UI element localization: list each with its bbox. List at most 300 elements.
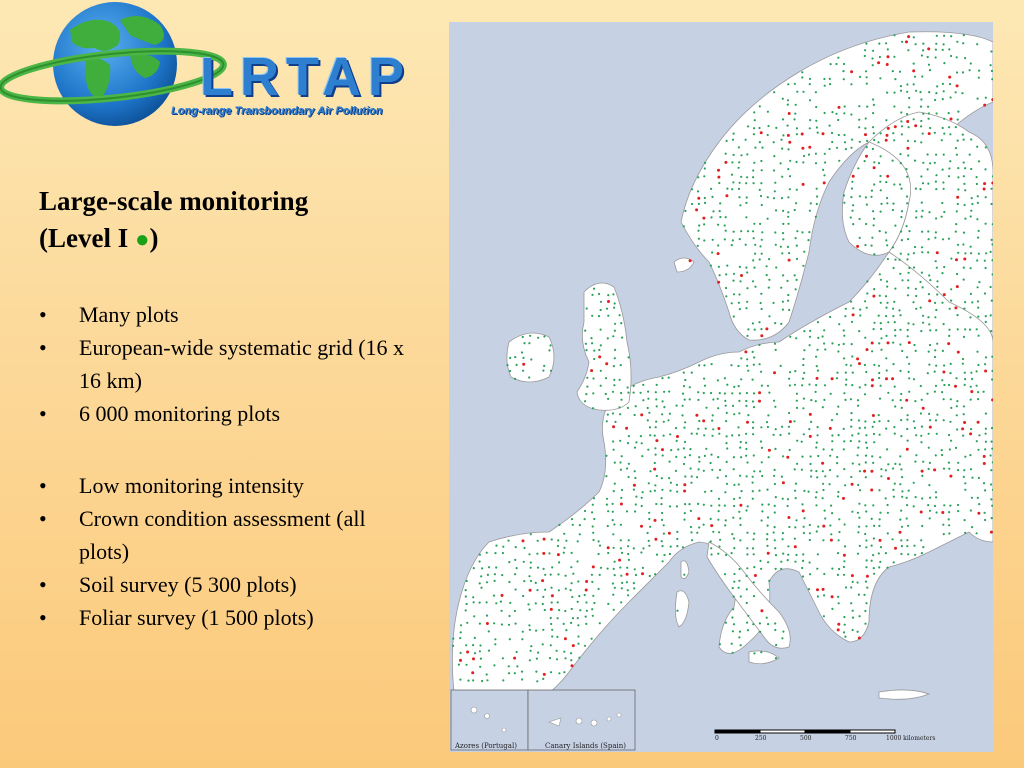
level1-plot-marker xyxy=(642,567,644,569)
level1-plot-marker xyxy=(698,238,700,240)
level1-plot-marker xyxy=(746,575,748,577)
level1-plot-marker xyxy=(663,421,665,423)
level1-plot-marker xyxy=(703,504,705,506)
level1-plot-marker xyxy=(991,300,993,302)
level1-plot-marker xyxy=(683,463,685,465)
level1-plot-marker xyxy=(655,426,657,428)
level1-plot-marker xyxy=(795,237,797,239)
level1-plot-marker xyxy=(542,678,544,680)
level1-plot-marker xyxy=(992,223,993,225)
level1-plot-marker xyxy=(810,475,812,477)
level1-plot-marker xyxy=(955,447,957,449)
level1-plot-marker xyxy=(529,609,531,611)
level1-plot-marker xyxy=(823,615,825,617)
level1-plot-marker xyxy=(948,167,950,169)
level1-plot-marker xyxy=(964,384,966,386)
level1-plot-marker xyxy=(745,216,747,218)
level1-plot-marker xyxy=(654,484,656,486)
logo-wordmark: LRTAP xyxy=(200,47,411,107)
level1-plot-marker xyxy=(788,252,790,254)
level1-plot-marker xyxy=(824,153,826,155)
level1-plot-marker xyxy=(978,253,980,255)
level1-plot-marker xyxy=(614,483,616,485)
level1-plot-marker xyxy=(746,461,748,463)
level1-plot-marker xyxy=(550,644,552,646)
level1-plot-marker xyxy=(773,155,775,157)
level1-plot-marker xyxy=(963,336,965,338)
level1-plot-marker xyxy=(948,511,950,513)
level1-plot-marker xyxy=(837,495,839,497)
level1-plot-marker xyxy=(913,344,915,346)
level1-plot-marker xyxy=(943,90,945,92)
level1-plot-marker xyxy=(628,435,630,437)
level1-plot-marker xyxy=(873,139,875,141)
level1-plot-marker xyxy=(641,455,643,457)
level1-plot-marker xyxy=(745,448,747,450)
level1-plot-marker xyxy=(753,538,755,540)
level2-plot-marker xyxy=(852,175,855,178)
level1-plot-marker xyxy=(963,405,965,407)
level1-plot-marker xyxy=(704,455,706,457)
level1-plot-marker xyxy=(907,525,909,527)
level1-plot-marker xyxy=(669,461,671,463)
level1-plot-marker xyxy=(852,581,854,583)
level1-plot-marker xyxy=(957,510,959,512)
level1-plot-marker xyxy=(971,378,973,380)
level1-plot-marker xyxy=(921,231,923,233)
level1-plot-marker xyxy=(642,384,644,386)
level2-plot-marker xyxy=(754,574,757,577)
level1-plot-marker xyxy=(985,252,987,254)
level1-plot-marker xyxy=(501,623,503,625)
level1-plot-marker xyxy=(872,64,874,66)
level1-plot-marker xyxy=(787,211,789,213)
level1-plot-marker xyxy=(892,209,894,211)
level1-plot-marker xyxy=(724,524,726,526)
level1-plot-marker xyxy=(899,259,901,261)
level1-plot-marker xyxy=(775,657,777,659)
level1-plot-marker xyxy=(823,448,825,450)
level1-plot-marker xyxy=(732,587,734,589)
level1-plot-marker xyxy=(920,141,922,143)
level1-plot-marker xyxy=(640,435,642,437)
level1-plot-marker xyxy=(892,70,894,72)
level1-plot-marker xyxy=(943,364,945,366)
level1-plot-marker xyxy=(864,504,866,506)
level1-plot-marker xyxy=(626,581,628,583)
level1-plot-marker xyxy=(900,553,902,555)
level1-plot-marker xyxy=(747,230,749,232)
level1-plot-marker xyxy=(877,141,879,143)
level1-plot-marker xyxy=(579,524,581,526)
level1-plot-marker xyxy=(901,239,903,241)
level1-plot-marker xyxy=(607,568,609,570)
level1-plot-marker xyxy=(787,498,789,500)
level1-plot-marker xyxy=(710,265,712,267)
level1-plot-marker xyxy=(781,476,783,478)
level1-plot-marker xyxy=(663,554,665,556)
level1-plot-marker xyxy=(970,215,972,217)
level2-plot-marker xyxy=(618,559,621,562)
level1-plot-marker xyxy=(753,111,755,113)
level1-plot-marker xyxy=(710,553,712,555)
level1-plot-marker xyxy=(885,119,887,121)
level1-plot-marker xyxy=(887,420,889,422)
level2-plot-marker xyxy=(816,377,819,380)
level1-plot-marker xyxy=(466,622,468,624)
level1-plot-marker xyxy=(891,538,893,540)
level1-plot-marker xyxy=(823,174,825,176)
level1-plot-marker xyxy=(788,378,790,380)
level1-plot-marker xyxy=(535,582,537,584)
level1-plot-marker xyxy=(661,477,663,479)
level1-plot-marker xyxy=(689,398,691,400)
level1-plot-marker xyxy=(885,295,887,297)
list-item-text: Many plots xyxy=(79,302,179,327)
level1-plot-marker xyxy=(865,566,867,568)
level1-plot-marker xyxy=(864,300,866,302)
level1-plot-marker xyxy=(738,483,740,485)
level1-plot-marker xyxy=(759,141,761,143)
level1-plot-marker xyxy=(703,434,705,436)
level1-plot-marker xyxy=(780,246,782,248)
level1-plot-marker xyxy=(928,118,930,120)
level1-plot-marker xyxy=(822,489,824,491)
level1-plot-marker xyxy=(509,370,511,372)
level1-plot-marker xyxy=(990,454,992,456)
level1-plot-marker xyxy=(817,370,819,372)
level1-plot-marker xyxy=(817,595,819,597)
level1-plot-marker xyxy=(985,441,987,443)
level1-plot-marker xyxy=(843,112,845,114)
level1-plot-marker xyxy=(906,225,908,227)
level1-plot-marker xyxy=(620,524,622,526)
level1-plot-marker xyxy=(907,294,909,296)
level1-plot-marker xyxy=(698,456,700,458)
level1-plot-marker xyxy=(978,70,980,72)
level1-plot-marker xyxy=(494,552,496,554)
level1-plot-marker xyxy=(607,398,609,400)
level1-plot-marker xyxy=(908,391,910,393)
level1-plot-marker xyxy=(921,251,923,253)
level1-plot-marker xyxy=(747,505,749,507)
level1-plot-marker xyxy=(493,622,495,624)
level1-plot-marker xyxy=(753,454,755,456)
level2-plot-marker xyxy=(906,448,909,451)
level1-plot-marker xyxy=(901,350,903,352)
level1-plot-marker xyxy=(963,476,965,478)
level1-plot-marker xyxy=(703,392,705,394)
level1-plot-marker xyxy=(837,491,839,493)
level1-plot-marker xyxy=(899,71,901,73)
level1-plot-marker xyxy=(873,441,875,443)
level1-plot-marker xyxy=(591,581,593,583)
level1-plot-marker xyxy=(935,329,937,331)
level1-plot-marker xyxy=(964,189,966,191)
level1-plot-marker xyxy=(829,316,831,318)
level1-plot-marker xyxy=(941,449,943,451)
level1-plot-marker xyxy=(866,280,868,282)
level1-plot-marker xyxy=(852,223,854,225)
level1-plot-marker xyxy=(586,377,588,379)
level1-plot-marker xyxy=(879,230,881,232)
level2-plot-marker xyxy=(822,132,825,135)
level1-plot-marker xyxy=(704,385,706,387)
level1-plot-marker xyxy=(585,601,587,603)
level1-plot-marker xyxy=(823,78,825,80)
level1-plot-marker xyxy=(984,489,986,491)
level1-plot-marker xyxy=(857,484,859,486)
level1-plot-marker xyxy=(754,329,756,331)
level2-plot-marker xyxy=(871,384,874,387)
level1-plot-marker xyxy=(927,183,929,185)
level1-plot-marker xyxy=(943,133,945,135)
level1-plot-marker xyxy=(878,489,880,491)
level1-plot-marker xyxy=(949,448,951,450)
level1-plot-marker xyxy=(738,580,740,582)
level1-plot-marker xyxy=(936,267,938,269)
level1-plot-marker xyxy=(962,363,964,365)
level1-plot-marker xyxy=(843,574,845,576)
level1-plot-marker xyxy=(851,210,853,212)
level2-plot-marker xyxy=(921,470,924,473)
level1-plot-marker xyxy=(612,582,614,584)
level1-plot-marker xyxy=(452,645,454,647)
level1-plot-marker xyxy=(592,377,594,379)
level1-plot-marker xyxy=(614,302,616,304)
heading-line-2 xyxy=(39,220,419,259)
level1-plot-marker xyxy=(893,426,895,428)
level1-plot-marker xyxy=(577,624,579,626)
level2-plot-marker xyxy=(697,197,700,200)
level1-plot-marker xyxy=(460,624,462,626)
level1-plot-marker xyxy=(822,335,824,337)
level1-plot-marker xyxy=(887,532,889,534)
level1-plot-marker xyxy=(551,635,553,637)
level2-plot-marker xyxy=(829,427,832,430)
level1-plot-marker xyxy=(810,455,812,457)
level1-plot-marker xyxy=(719,539,721,541)
level1-plot-marker xyxy=(628,476,630,478)
level1-plot-marker xyxy=(971,301,973,303)
level1-plot-marker xyxy=(787,104,789,106)
level1-plot-marker xyxy=(866,447,868,449)
level1-plot-marker xyxy=(815,496,817,498)
level1-plot-marker xyxy=(955,126,957,128)
level1-plot-marker xyxy=(733,547,735,549)
level1-plot-marker xyxy=(557,539,559,541)
level1-plot-marker xyxy=(894,335,896,337)
level1-plot-marker xyxy=(866,76,868,78)
level1-plot-marker xyxy=(976,532,978,534)
level1-plot-marker xyxy=(977,449,979,451)
level1-plot-marker xyxy=(922,461,924,463)
level1-plot-marker xyxy=(978,335,980,337)
level1-plot-marker xyxy=(740,595,742,597)
level1-plot-marker xyxy=(725,230,727,232)
level2-plot-marker xyxy=(956,84,959,87)
level1-plot-marker xyxy=(906,113,908,115)
level1-plot-marker xyxy=(571,518,573,520)
level1-plot-marker xyxy=(991,243,993,245)
level1-plot-marker xyxy=(991,378,993,380)
level1-plot-marker xyxy=(850,301,852,303)
level1-plot-marker xyxy=(901,476,903,478)
level1-plot-marker xyxy=(675,456,677,458)
level1-plot-marker xyxy=(745,244,747,246)
level1-plot-marker xyxy=(627,594,629,596)
level2-plot-marker xyxy=(802,509,805,512)
level1-plot-marker xyxy=(725,554,727,556)
level1-plot-marker xyxy=(635,496,637,498)
level1-plot-marker xyxy=(473,567,475,569)
level1-plot-marker xyxy=(901,210,903,212)
level1-plot-marker xyxy=(696,433,698,435)
level1-plot-marker xyxy=(942,181,944,183)
level1-plot-marker xyxy=(649,426,651,428)
level1-plot-marker xyxy=(822,406,824,408)
level1-plot-marker xyxy=(810,202,812,204)
bullet-icon: • xyxy=(39,335,47,360)
level1-plot-marker xyxy=(759,258,761,260)
level2-plot-marker xyxy=(956,196,959,199)
level1-plot-marker xyxy=(796,400,798,402)
level1-plot-marker xyxy=(809,532,811,534)
level1-plot-marker xyxy=(705,407,707,409)
level1-plot-marker xyxy=(815,470,817,472)
level1-plot-marker xyxy=(619,413,621,415)
level1-plot-marker xyxy=(766,489,768,491)
level1-plot-marker xyxy=(537,540,539,542)
level1-plot-marker xyxy=(906,497,908,499)
level1-plot-marker xyxy=(900,162,902,164)
level1-plot-marker xyxy=(866,559,868,561)
level1-plot-marker xyxy=(885,42,887,44)
level1-plot-marker xyxy=(942,169,944,171)
level1-plot-marker xyxy=(957,140,959,142)
level1-plot-marker xyxy=(985,433,987,435)
level1-plot-marker xyxy=(739,497,741,499)
level1-plot-marker xyxy=(760,426,762,428)
level1-plot-marker xyxy=(761,475,763,477)
level1-plot-marker xyxy=(655,503,657,505)
level1-plot-marker xyxy=(831,132,833,134)
level1-plot-marker xyxy=(796,463,798,465)
level2-plot-marker xyxy=(773,371,776,374)
level1-plot-marker xyxy=(803,490,805,492)
level1-plot-marker xyxy=(928,238,930,240)
level1-plot-marker xyxy=(970,138,972,140)
level1-plot-marker xyxy=(738,196,740,198)
level1-plot-marker xyxy=(864,127,866,129)
level2-plot-marker xyxy=(612,425,615,428)
level2-plot-marker xyxy=(927,47,930,50)
level1-plot-marker xyxy=(480,587,482,589)
level1-plot-marker xyxy=(922,322,924,324)
level1-plot-marker xyxy=(782,274,784,276)
level1-plot-marker xyxy=(663,533,665,535)
level1-plot-marker xyxy=(920,412,922,414)
level1-plot-marker xyxy=(977,98,979,100)
level1-plot-marker xyxy=(710,505,712,507)
level2-plot-marker xyxy=(592,565,595,568)
level1-plot-marker xyxy=(922,286,924,288)
level1-plot-marker xyxy=(871,560,873,562)
level1-plot-marker xyxy=(991,78,993,80)
level1-plot-marker xyxy=(871,190,873,192)
level2-plot-marker xyxy=(894,547,897,550)
level1-plot-marker xyxy=(901,545,903,547)
level1-plot-marker xyxy=(831,512,833,514)
level1-plot-marker xyxy=(782,498,784,500)
level1-plot-marker xyxy=(899,370,901,372)
level1-plot-marker xyxy=(852,204,854,206)
level1-plot-marker xyxy=(649,526,651,528)
level2-plot-marker xyxy=(983,104,986,107)
level1-plot-marker xyxy=(717,477,719,479)
level1-plot-marker xyxy=(920,125,922,127)
heading-level-text: (Level I xyxy=(39,223,135,253)
level1-plot-marker xyxy=(725,273,727,275)
level2-plot-marker xyxy=(922,407,925,410)
level1-plot-marker xyxy=(858,463,860,465)
level1-plot-marker xyxy=(794,384,796,386)
level1-plot-marker xyxy=(845,308,847,310)
level1-plot-marker xyxy=(682,546,684,548)
level1-plot-marker xyxy=(970,62,972,64)
level1-plot-marker xyxy=(823,399,825,401)
level1-plot-marker xyxy=(809,561,811,563)
level1-plot-marker xyxy=(929,69,931,71)
level1-plot-marker xyxy=(970,293,972,295)
level1-plot-marker xyxy=(774,539,776,541)
level1-plot-marker xyxy=(865,43,867,45)
level2-plot-marker xyxy=(879,539,882,542)
level1-plot-marker xyxy=(570,659,572,661)
level1-plot-marker xyxy=(774,622,776,624)
level1-plot-marker xyxy=(915,216,917,218)
level1-plot-marker xyxy=(586,610,588,612)
level1-plot-marker xyxy=(767,516,769,518)
level1-plot-marker xyxy=(523,547,525,549)
level1-plot-marker xyxy=(822,497,824,499)
level1-plot-marker xyxy=(990,286,992,288)
level1-plot-marker xyxy=(703,524,705,526)
level1-plot-marker xyxy=(663,524,665,526)
level2-plot-marker xyxy=(850,70,853,73)
level1-plot-marker xyxy=(969,329,971,331)
level1-plot-marker xyxy=(796,407,798,409)
level1-plot-marker xyxy=(738,167,740,169)
level1-plot-marker xyxy=(921,426,923,428)
level1-plot-marker xyxy=(901,279,903,281)
level1-plot-marker xyxy=(550,623,552,625)
level1-plot-marker xyxy=(943,118,945,120)
level1-plot-marker xyxy=(873,218,875,220)
level2-plot-marker xyxy=(942,371,945,374)
level1-plot-marker xyxy=(788,433,790,435)
level1-plot-marker xyxy=(808,231,810,233)
level1-plot-marker xyxy=(684,475,686,477)
level1-plot-marker xyxy=(537,652,539,654)
level1-plot-marker xyxy=(738,146,740,148)
level1-plot-marker xyxy=(698,526,700,528)
level1-plot-marker xyxy=(801,231,803,233)
level1-plot-marker xyxy=(761,461,763,463)
level1-plot-marker xyxy=(766,533,768,535)
level1-plot-marker xyxy=(977,497,979,499)
level1-plot-marker xyxy=(486,552,488,554)
